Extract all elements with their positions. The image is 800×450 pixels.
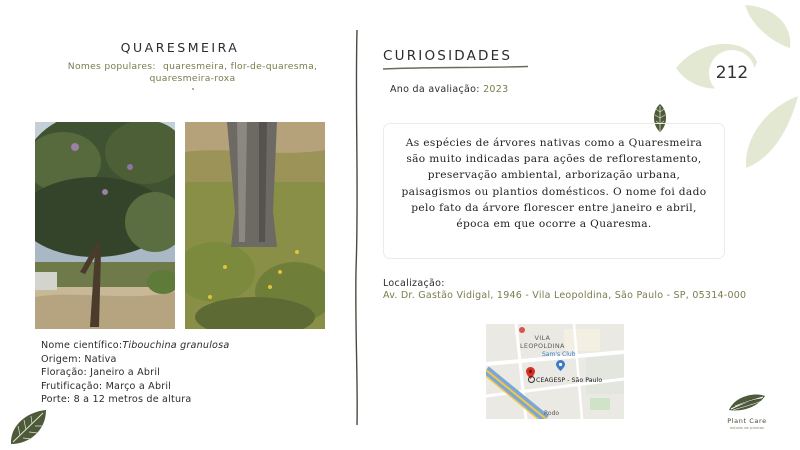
popular-names [50,61,335,85]
map-district-label [520,335,565,350]
logo-name: Plant Care [727,417,767,425]
popular-names-label: Nomes populares: [67,61,156,72]
title-underline [383,65,528,71]
map-district-line1: VILA [534,334,551,342]
page-number-badge [709,50,755,96]
location-address: Av. Dr. Gastão Vidigal, 1946 - Vila Leopoldina, São Paulo - SP, 05314-000 [383,290,747,301]
leaf-shape [745,5,790,48]
page-number: 212 [715,63,749,83]
curiosities-text: As espécies de árvores nativas como a Quaresmeira são muito indicadas para ações de reflorestamento, preservação ambiental, arborização urbana, paisagismos ou plantios domésticos. O nome foi dado pelo fato da árvore florescer entre janeiro e abril, época em que ocorre a Quaresma. [401,137,707,231]
scientific-name-row [41,339,229,353]
scientific-name: Tibouchina granulosa [122,340,230,351]
map-place-icon [556,360,565,371]
plant-info [41,339,229,407]
evaluation-year-label: Ano da avaliação: [390,84,480,95]
curiosities-title: CURIOSIDADES [383,48,513,64]
evaluation-year [390,84,508,95]
scientific-name-label: Nome científico: [41,340,123,351]
map-pin-label [528,376,602,384]
fruiting-row: Frutificação: Março a Abril [41,380,172,392]
plant-title: QUARESMEIRA [120,40,240,55]
tree-trunk-photo [185,122,325,329]
curiosities-textbox [383,123,725,259]
map-pin-text: CEAGESP - São Paulo [536,377,603,384]
map-place-label: Sam's Club [542,351,576,358]
map-district-line2: LEOPOLDINA [520,341,565,350]
logo-subtitle: estudo de plantas [729,425,765,430]
flowering-row: Floração: Janeiro a Abril [41,367,161,379]
map-road-label: Rodo [544,410,560,417]
origin-row: Origem: Nativa [41,353,117,365]
tree-canopy-photo [35,122,175,329]
leaf-shape [746,96,798,168]
location-map[interactable] [486,324,624,419]
plant-care-logo [716,392,778,430]
decorative-dot [192,88,194,90]
evaluation-year-value: 2023 [483,84,509,95]
logo-leaf-icon [727,392,767,412]
vertical-divider [352,30,362,425]
location-label: Localização: [383,278,445,289]
leaf-icon-bottom-left [8,408,48,446]
size-row: Porte: 8 a 12 metros de altura [41,394,192,406]
popular-names-value: quaresmeira, flor-de-quaresma, quaresmeira-roxa [149,61,318,84]
